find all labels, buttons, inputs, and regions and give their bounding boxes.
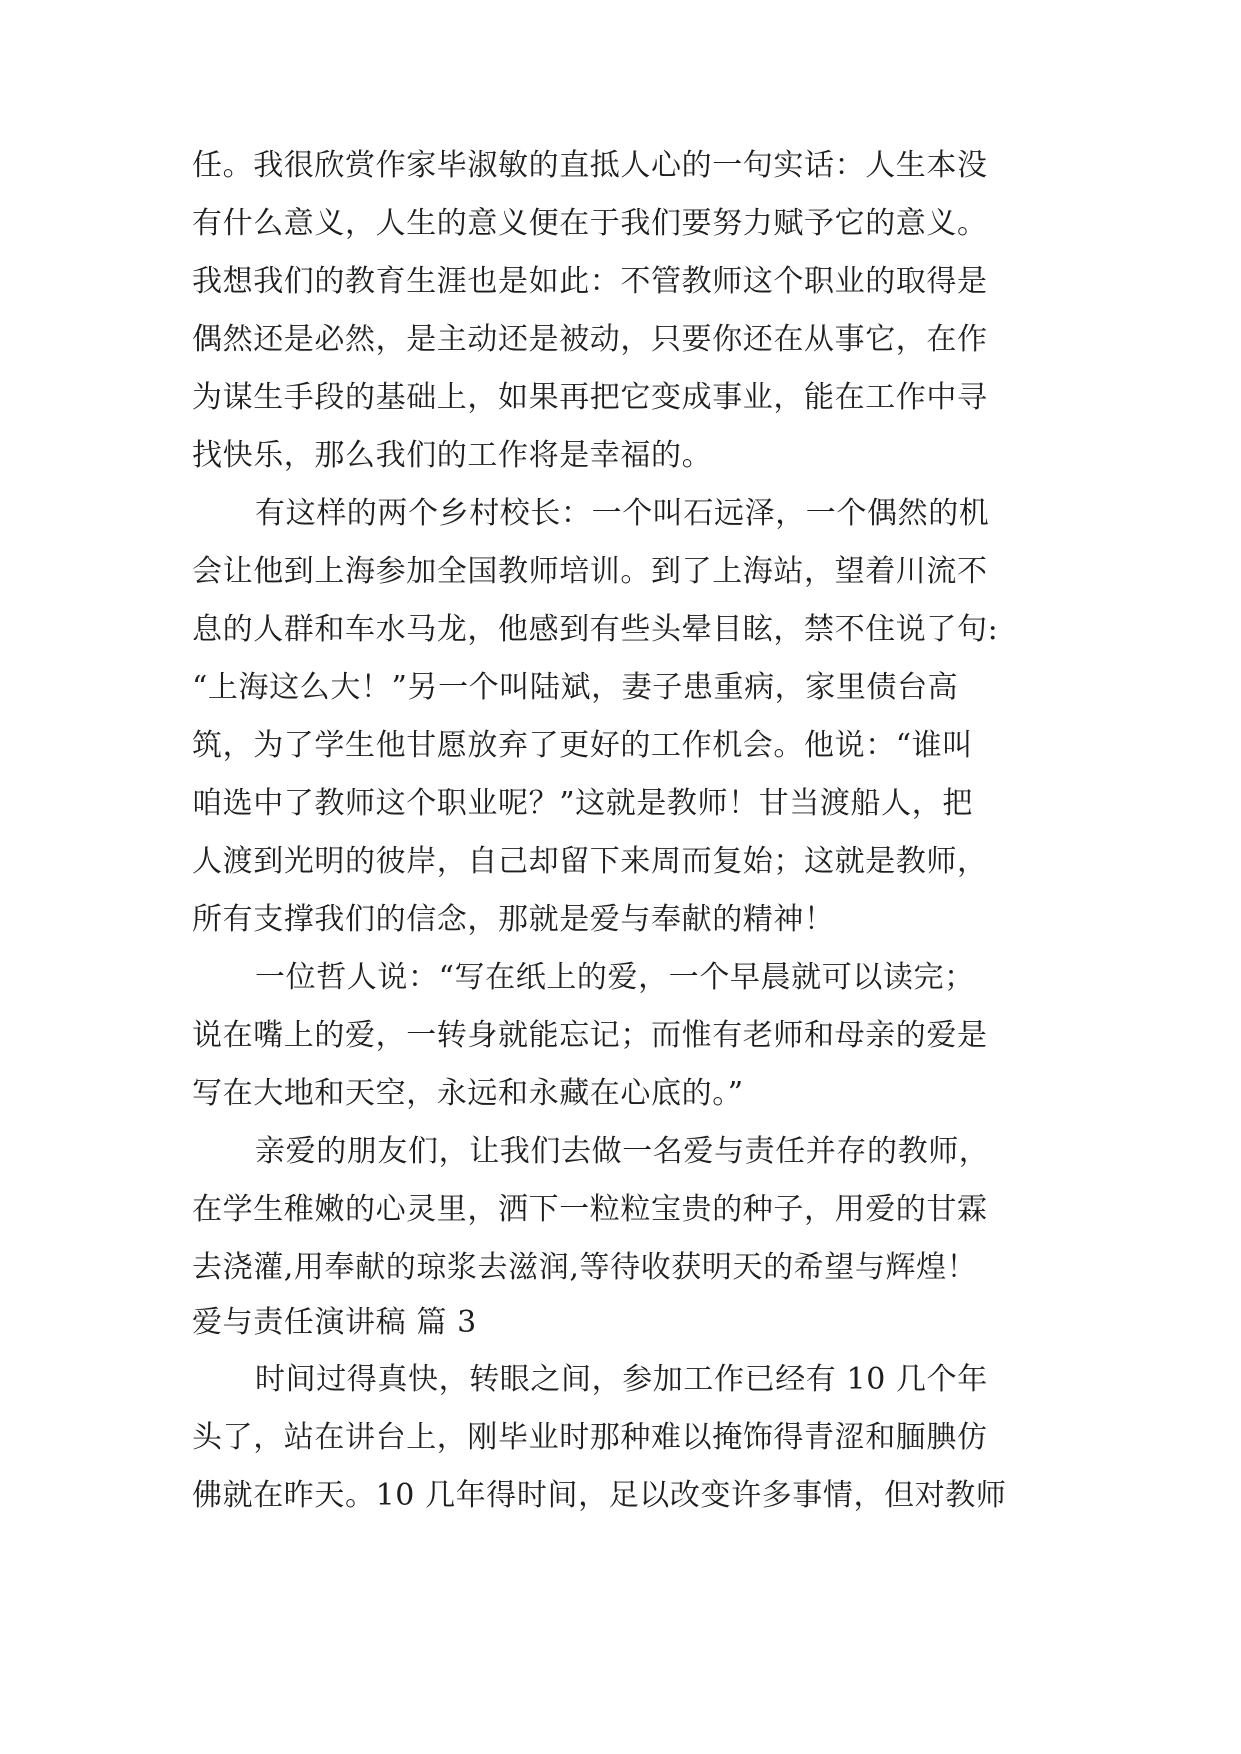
paragraph-line: 我想我们的教育生涯也是如此：不管教师这个职业的取得是 (192, 264, 988, 299)
paragraph-line: 在学生稚嫩的心灵里，洒下一粒粒宝贵的种子，用爱的甘霖 (192, 1192, 988, 1227)
paragraph-line: 有这样的两个乡村校长：一个叫石远泽，一个偶然的机 (255, 496, 990, 531)
paragraph-line: 佛就在昨天。10 几年得时间，足以改变许多事情，但对教师 (192, 1478, 1007, 1513)
paragraph-line: 说在嘴上的爱，一转身就能忘记；而惟有老师和母亲的爱是 (192, 1018, 988, 1053)
paragraph-line: 偶然还是必然，是主动还是被动，只要你还在从事它，在作 (192, 322, 988, 357)
paragraph-line: 为谋生手段的基础上，如果再把它变成事业，能在工作中寻 (192, 380, 988, 415)
paragraph-line: 时间过得真快，转眼之间，参加工作已经有 10 几个年 (255, 1362, 988, 1397)
paragraph-line: 头了，站在讲台上，刚毕业时那种难以掩饰得青涩和腼腆仿 (192, 1420, 988, 1455)
paragraph-line: 所有支撑我们的信念，那就是爱与奉献的精神！ (192, 902, 835, 937)
paragraph-line: 去浇灌,用奉献的琼浆去滋润,等待收获明天的希望与辉煌！ (192, 1250, 978, 1285)
paragraph-line: 筑，为了学生他甘愿放弃了更好的工作机会。他说：“谁叫 (192, 728, 973, 763)
paragraph-line: 人渡到光明的彼岸，自己却留下来周而复始；这就是教师， (192, 844, 988, 879)
paragraph-line: 写在大地和天空，永远和永藏在心底的。” (192, 1076, 744, 1111)
paragraph-line: 一位哲人说：“写在纸上的爱，一个早晨就可以读完； (255, 960, 975, 995)
paragraph-line: 息的人群和车水马龙，他感到有些头晕目眩，禁不住说了句: (192, 612, 999, 647)
paragraph-line: 咱选中了教师这个职业呢？”这就是教师！甘当渡船人，把 (192, 786, 973, 821)
paragraph-line: 亲爱的朋友们，让我们去做一名爱与责任并存的教师， (255, 1134, 990, 1169)
paragraph-line: 会让他到上海参加全国教师培训。到了上海站，望着川流不 (192, 554, 988, 589)
section-heading: 爱与责任演讲稿 篇 3 (192, 1305, 477, 1340)
paragraph-line: 有什么意义，人生的意义便在于我们要努力赋予它的意义。 (192, 206, 988, 241)
paragraph-line: 找快乐，那么我们的工作将是幸福的。 (192, 438, 713, 473)
paragraph-line: “上海这么大！”另一个叫陆斌，妻子患重病，家里债台高 (192, 670, 959, 705)
paragraph-line: 任。我很欣赏作家毕淑敏的直抵人心的一句实话：人生本没 (192, 148, 988, 183)
